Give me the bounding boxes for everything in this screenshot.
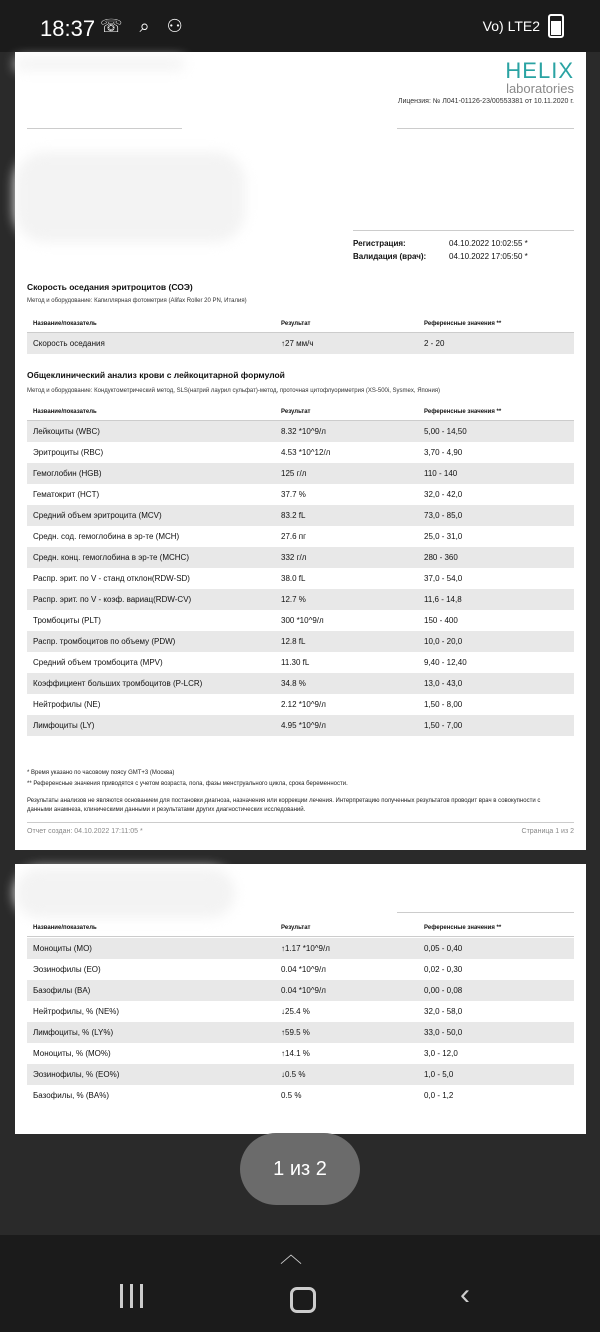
page2-table-header <box>27 922 574 937</box>
row-name: Средний объем эритроцита (MCV) <box>33 511 162 520</box>
row-reference: 0,00 - 0,08 <box>424 986 463 995</box>
row-name: Базофилы (BA) <box>33 986 91 995</box>
row-name: Средний объем тромбоцита (MPV) <box>33 658 163 667</box>
row-name: Распр. эрит. по V - станд отклон(RDW-SD) <box>33 574 190 583</box>
row-result: 8.32 *10^9/л <box>281 427 326 436</box>
col-reference: Референсные значения ** <box>424 409 502 415</box>
row-name: Распр. тромбоцитов по объему (PDW) <box>33 637 176 646</box>
row-name: Эозинофилы, % (EO%) <box>33 1070 120 1079</box>
table-row <box>27 463 574 484</box>
col-result: Результат <box>281 925 311 931</box>
redacted-area <box>15 58 185 70</box>
col-result: Результат <box>281 409 311 415</box>
page-indicator[interactable]: 1 из 2 <box>240 1133 360 1205</box>
table-row <box>27 1085 574 1106</box>
esr-title: Скорость оседания эритроцитов (СОЭ) <box>27 282 193 292</box>
row-result: ↑1.17 *10^9/л <box>281 944 330 953</box>
row-reference: 150 - 400 <box>424 616 458 625</box>
row-name: Гемоглобин (HGB) <box>33 469 102 478</box>
page-number: Страница 1 из 2 <box>521 828 574 835</box>
col-name: Название/показатель <box>33 925 97 931</box>
row-result: 38.0 fL <box>281 574 306 583</box>
row-reference: 3,70 - 4,90 <box>424 448 463 457</box>
cbc-title: Общеклинический анализ крови с лейкоцитарной формулой <box>27 370 285 380</box>
divider <box>27 822 574 823</box>
table-row <box>27 652 574 673</box>
row-result: ↑14.1 % <box>281 1049 310 1058</box>
row-name: Базофилы, % (BA%) <box>33 1091 109 1100</box>
row-result: 4.53 *10^12/л <box>281 448 331 457</box>
table-row <box>27 610 574 631</box>
table-row <box>27 715 574 736</box>
row-name: Моноциты, % (MO%) <box>33 1049 111 1058</box>
table-row <box>27 1043 574 1064</box>
row-reference: 73,0 - 85,0 <box>424 511 463 520</box>
validation-value: 04.10.2022 17:05:50 * <box>449 252 528 261</box>
redacted-patient-info <box>15 152 245 242</box>
status-bar <box>0 0 600 52</box>
row-reference: 37,0 - 54,0 <box>424 574 463 583</box>
disclaimer: Результаты анализов не являются основанием для постановки диагноза, назначения или коррекции лечения. Интерпретацию полученных результатов проводит врач в совокупности с данными анамнеза, клиническими данными и результатами других диагностических исследований. <box>27 798 541 813</box>
notification-icons: ☏ ⌕ ⚇ <box>100 16 189 36</box>
row-name: Распр. эрит. по V - коэф. вариац(RDW-CV) <box>33 595 192 604</box>
table-row <box>27 442 574 463</box>
row-result: 2.12 *10^9/л <box>281 700 326 709</box>
row-reference: 13,0 - 43,0 <box>424 679 463 688</box>
row-result: ↓25.4 % <box>281 1007 310 1016</box>
table-row <box>27 1064 574 1085</box>
row-reference: 0,0 - 1,2 <box>424 1091 454 1100</box>
table-row <box>27 1022 574 1043</box>
row-reference: 0,05 - 0,40 <box>424 944 463 953</box>
row-name: Скорость оседания <box>33 339 105 348</box>
status-time: 18:37 <box>40 16 96 41</box>
table-row <box>27 1001 574 1022</box>
row-name: Тромбоциты (PLT) <box>33 616 101 625</box>
home-button[interactable] <box>290 1287 316 1313</box>
divider <box>353 230 574 231</box>
row-result: 0.04 *10^9/л <box>281 986 326 995</box>
recent-apps-button[interactable] <box>120 1284 148 1312</box>
divider <box>397 912 574 913</box>
divider <box>397 128 574 129</box>
network-indicator: Vo) LTE2 <box>482 18 540 34</box>
battery-icon <box>548 14 564 38</box>
logo-main-text: HELIX <box>505 58 574 83</box>
license-text: Лицензия: № Л041-01126-23/00553381 от 10.11.2020 г. <box>397 98 574 105</box>
validation-label: Валидация (врач): <box>353 252 427 261</box>
row-reference: 9,40 - 12,40 <box>424 658 467 667</box>
row-reference: 1,0 - 5,0 <box>424 1070 454 1079</box>
col-name: Название/показатель <box>33 321 97 327</box>
row-result: 34.8 % <box>281 679 306 688</box>
table-row <box>27 421 574 442</box>
table-row <box>27 547 574 568</box>
row-reference: 32,0 - 42,0 <box>424 490 463 499</box>
row-name: Коэффициент больших тромбоцитов (P-LCR) <box>33 679 203 688</box>
row-reference: 25,0 - 31,0 <box>424 532 463 541</box>
row-result: 0.5 % <box>281 1091 302 1100</box>
row-reference: 5,00 - 14,50 <box>424 427 467 436</box>
row-name: Нейтрофилы, % (NE%) <box>33 1007 120 1016</box>
row-reference: 0,02 - 0,30 <box>424 965 463 974</box>
row-result: 125 г/л <box>281 469 307 478</box>
row-name: Средн. сод. гемоглобина в эр-те (MCH) <box>33 532 180 541</box>
chevron-up-icon[interactable]: ︿ <box>280 1242 303 1267</box>
row-reference: 3,0 - 12,0 <box>424 1049 458 1058</box>
table-row <box>27 568 574 589</box>
row-name: Лейкоциты (WBC) <box>33 427 100 436</box>
cbc-table-header <box>27 406 574 421</box>
table-row <box>27 673 574 694</box>
row-reference: 33,0 - 50,0 <box>424 1028 463 1037</box>
row-reference: 11,6 - 14,8 <box>424 595 462 604</box>
row-result: 4.95 *10^9/л <box>281 721 326 730</box>
redacted-area <box>15 868 235 918</box>
registration-label: Регистрация: <box>353 239 406 248</box>
time-footnote: * Время указано по часовому поясу GMT+3 (Москва) <box>27 770 175 776</box>
row-result: ↑27 мм/ч <box>281 339 314 348</box>
table-row <box>27 694 574 715</box>
divider <box>27 128 182 129</box>
row-result: ↑59.5 % <box>281 1028 310 1037</box>
table-row <box>27 333 574 354</box>
row-reference: 1,50 - 8,00 <box>424 700 463 709</box>
document-page-2[interactable] <box>15 864 586 1134</box>
table-row <box>27 505 574 526</box>
row-name: Нейтрофилы (NE) <box>33 700 101 709</box>
row-result: 300 *10^9/л <box>281 616 324 625</box>
back-button[interactable]: ‹ <box>460 1278 470 1311</box>
col-reference: Референсные значения ** <box>424 925 502 931</box>
registration-value: 04.10.2022 10:02:55 * <box>449 239 528 248</box>
table-row <box>27 959 574 980</box>
esr-table-header <box>27 318 574 333</box>
table-row <box>27 938 574 959</box>
row-name: Эозинофилы (EO) <box>33 965 101 974</box>
row-reference: 280 - 360 <box>424 553 458 562</box>
document-page-1[interactable] <box>15 52 586 850</box>
row-reference: 32,0 - 58,0 <box>424 1007 463 1016</box>
table-row <box>27 589 574 610</box>
table-row <box>27 484 574 505</box>
row-result: ↓0.5 % <box>281 1070 306 1079</box>
table-row <box>27 526 574 547</box>
col-name: Название/показатель <box>33 409 97 415</box>
col-result: Результат <box>281 321 311 327</box>
report-created: Отчет создан: 04.10.2022 17:11:05 * <box>27 828 143 835</box>
table-row <box>27 980 574 1001</box>
row-result: 12.8 fL <box>281 637 306 646</box>
row-reference: 110 - 140 <box>424 469 458 478</box>
col-reference: Референсные значения ** <box>424 321 502 327</box>
row-name: Средн. конц. гемоглобина в эр-те (MCHC) <box>33 553 189 562</box>
row-reference: 10,0 - 20,0 <box>424 637 463 646</box>
row-name: Лимфоциты (LY) <box>33 721 95 730</box>
row-result: 11.30 fL <box>281 658 310 667</box>
logo-sub-text: laboratories <box>506 81 574 96</box>
row-name: Моноциты (MO) <box>33 944 92 953</box>
row-result: 27.6 пг <box>281 532 307 541</box>
status-right <box>483 14 564 38</box>
row-result: 37.7 % <box>281 490 306 499</box>
row-reference: 1,50 - 7,00 <box>424 721 463 730</box>
row-result: 332 г/л <box>281 553 307 562</box>
row-result: 83.2 fL <box>281 511 306 520</box>
row-name: Лимфоциты, % (LY%) <box>33 1028 114 1037</box>
table-row <box>27 631 574 652</box>
row-reference: 2 - 20 <box>424 339 445 348</box>
row-result: 0.04 *10^9/л <box>281 965 326 974</box>
reference-footnote: ** Референсные значения приводятся с учетом возраста, пола, фазы менструального цикла, срока беременности. <box>27 781 348 787</box>
row-result: 12.7 % <box>281 595 306 604</box>
row-name: Гематокрит (HCT) <box>33 490 100 499</box>
helix-logo <box>505 60 574 95</box>
cbc-method: Метод и оборудование: Кондуктометрический метод, SLS(натрий лаурил сульфат)-метод, проточная цитофлуориметрия (XS-500i, Sysmex, Япония) <box>27 388 441 394</box>
esr-method: Метод и оборудование: Капиллярная фотометрия (Alifax Roller 20 PN, Италия) <box>27 298 247 304</box>
row-name: Эритроциты (RBC) <box>33 448 104 457</box>
